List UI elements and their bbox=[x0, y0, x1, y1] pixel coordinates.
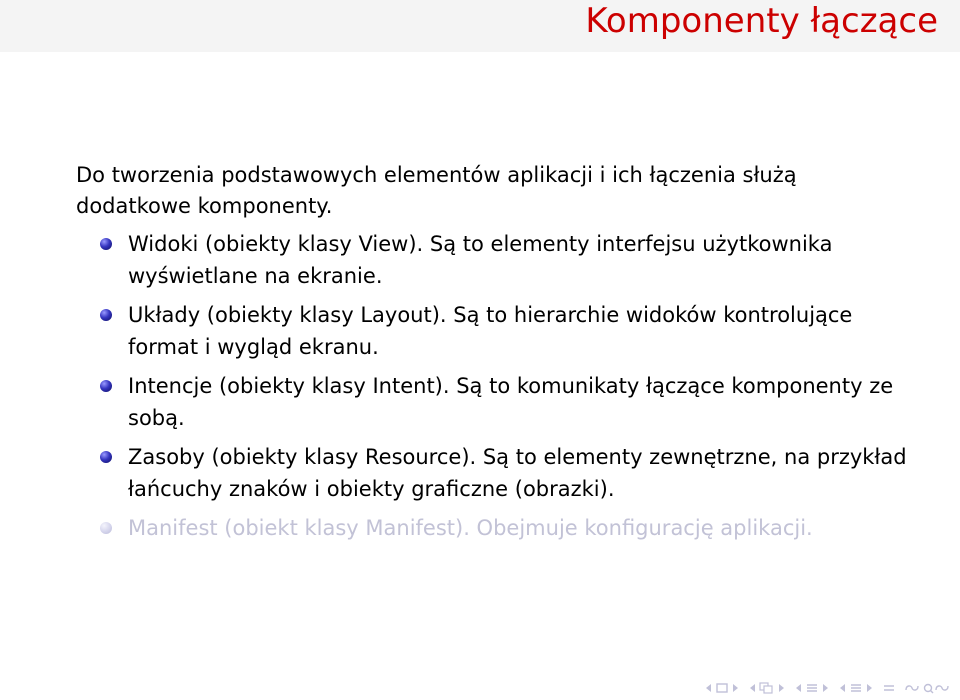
document-nav bbox=[838, 682, 874, 694]
prev-arrow-icon[interactable] bbox=[838, 682, 847, 694]
section-icon[interactable] bbox=[805, 682, 819, 694]
list-item-manifest bbox=[100, 512, 920, 544]
next-arrow-icon[interactable] bbox=[777, 682, 786, 694]
list-item-text: Układy (obiekty klasy Layout). Są to hierarchie widoków kontrolujące format i wygląd ekranu. bbox=[128, 303, 853, 359]
bullet-icon bbox=[100, 309, 112, 321]
bullet-icon bbox=[100, 451, 112, 463]
list-item-text: Manifest (obiekt klasy Manifest). Obejmuje konfigurację aplikacji. bbox=[128, 516, 813, 540]
search-icon[interactable] bbox=[904, 682, 950, 694]
prev-arrow-icon[interactable] bbox=[748, 682, 757, 694]
next-arrow-icon[interactable] bbox=[821, 682, 830, 694]
subsection-nav bbox=[748, 682, 786, 694]
list-item-zasoby bbox=[100, 441, 920, 505]
title-bar bbox=[0, 0, 960, 52]
section-icon[interactable] bbox=[849, 682, 863, 694]
align-icon[interactable] bbox=[882, 682, 896, 694]
list-item-uklady bbox=[100, 299, 920, 363]
next-arrow-icon[interactable] bbox=[731, 682, 740, 694]
list-item-intencje bbox=[100, 370, 920, 434]
navigation-bar bbox=[704, 682, 950, 694]
next-arrow-icon[interactable] bbox=[865, 682, 874, 694]
subsection-icon[interactable] bbox=[759, 682, 775, 694]
frame-nav bbox=[704, 682, 740, 694]
section-nav bbox=[794, 682, 830, 694]
bullet-icon bbox=[100, 522, 112, 534]
intro-text: Do tworzenia podstawowych elementów aplikacji i ich łączenia służą dodatkowe komponenty. bbox=[76, 163, 797, 218]
prev-arrow-icon[interactable] bbox=[794, 682, 803, 694]
list-item-widoki bbox=[100, 228, 920, 292]
list-item-text: Widoki (obiekty klasy View). Są to elementy interfejsu użytkownika wyświetlane na ekranie. bbox=[128, 232, 833, 288]
bullet-icon bbox=[100, 238, 112, 250]
list-item-text: Zasoby (obiekty klasy Resource). Są to elementy zewnętrzne, na przykład łańcuchy znaków i obiekty graficzne (obrazki). bbox=[128, 445, 907, 501]
bullet-list bbox=[100, 228, 920, 551]
list-item-text: Intencje (obiekty klasy Intent). Są to komunikaty łączące komponenty ze sobą. bbox=[128, 374, 894, 430]
prev-arrow-icon[interactable] bbox=[704, 682, 713, 694]
frame-icon[interactable] bbox=[715, 682, 729, 694]
bullet-icon bbox=[100, 380, 112, 392]
slide-title: Komponenty łączące bbox=[585, 1, 938, 41]
